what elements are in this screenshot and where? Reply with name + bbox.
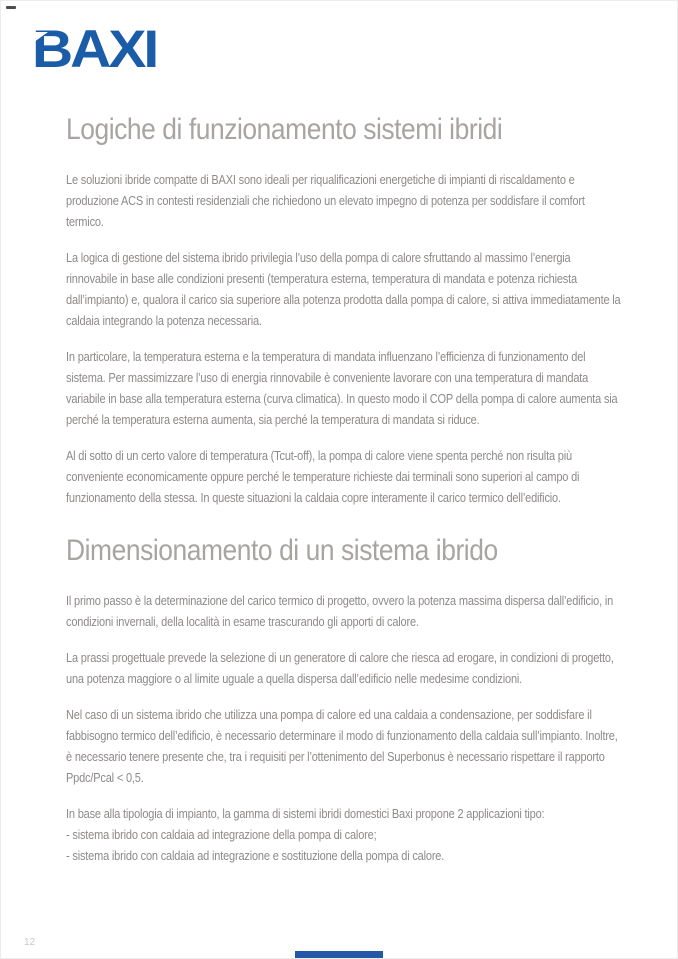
- paragraph: Il primo passo è la determinazione del carico termico di progetto, ovvero la potenza massima dispersa dall’edificio, in condizioni invernali, della località in esame trascurando gli apporti di calore.: [66, 594, 614, 629]
- paragraph: In particolare, la temperatura esterna e la temperatura di mandata influenzano l’efficienza di funzionamento del sistema. Per massimizzare l’uso di energia rinnovabile è conveniente lavorare con una temperatura di mandata variabile in base alla temperatura esterna (curva climatica). In questo modo il COP della pompa di calore aumenta sia perché la temperatura esterna aumenta, sia perché la temperatura di mandata si riduce.: [66, 350, 618, 427]
- applications-list: [66, 804, 624, 867]
- list-item: - sistema ibrido con caldaia ad integrazione della pompa di calore;: [66, 828, 377, 842]
- paragraph: Le soluzioni ibride compatte di BAXI sono ideali per riqualificazioni energetiche di impianti di riscaldamento e produzione ACS in contesti residenziali che richiedono un elevato impegno di potenza per soddisfare il comfort termico.: [66, 173, 585, 229]
- corner-mark: [6, 6, 16, 9]
- list-intro: In base alla tipologia di impianto, la gamma di sistemi ibridi domestici Baxi propone 2 applicazioni tipo:: [66, 807, 545, 821]
- logo-text: BAXI: [32, 20, 157, 80]
- paragraph: Nel caso di un sistema ibrido che utilizza una pompa di calore ed una caldaia a condensazione, per soddisfare il fabbisogno termico dell’edificio, è necessario determinare il modo di funzionamento della caldaia sull’impianto. Inoltre, è necessario tenere presente che, tra i requisiti per l’ottenimento del Superbonus è necessario rispettare il rapporto Ppdc/Pcal < 0,5.: [66, 708, 618, 785]
- section-2-heading: Dimensionamento di un sistema ibrido: [66, 534, 498, 567]
- paragraph: La prassi progettuale prevede la selezione di un generatore di calore che riesca ad erogare, in condizioni di progetto, una potenza maggiore o al limite uguale a quella dispersa dall’edificio nelle medesime condizioni.: [66, 651, 614, 686]
- section-1-heading: Logiche di funzionamento sistemi ibridi: [66, 113, 503, 146]
- page-number: 12: [24, 937, 36, 948]
- logo-notch-icon: [30, 32, 48, 45]
- baxi-logo: [32, 20, 202, 81]
- paragraph: Al di sotto di un certo valore di temperatura (Tcut-off), la pompa di calore viene spenta perché non risulta più conveniente economicamente oppure perché le temperature richieste dai terminali sono superiori al campo di funzionamento della stessa. In queste situazioni la caldaia copre interamente il carico termico dell’edificio.: [66, 449, 580, 505]
- document-content: [66, 113, 624, 882]
- footer-accent-bar: [295, 951, 383, 958]
- paragraph: La logica di gestione del sistema ibrido privilegia l’uso della pompa di calore sfruttando al massimo l’energia rinnovabile in base alle condizioni presenti (temperatura esterna, temperatura di mandata e potenza richiesta dall’impianto) e, qualora il carico sia superiore alla potenza prodotta dalla pompa di calore, si attiva immediatamente la caldaia integrando la potenza necessaria.: [66, 251, 621, 328]
- list-item: - sistema ibrido con caldaia ad integrazione e sostituzione della pompa di calore.: [66, 849, 445, 863]
